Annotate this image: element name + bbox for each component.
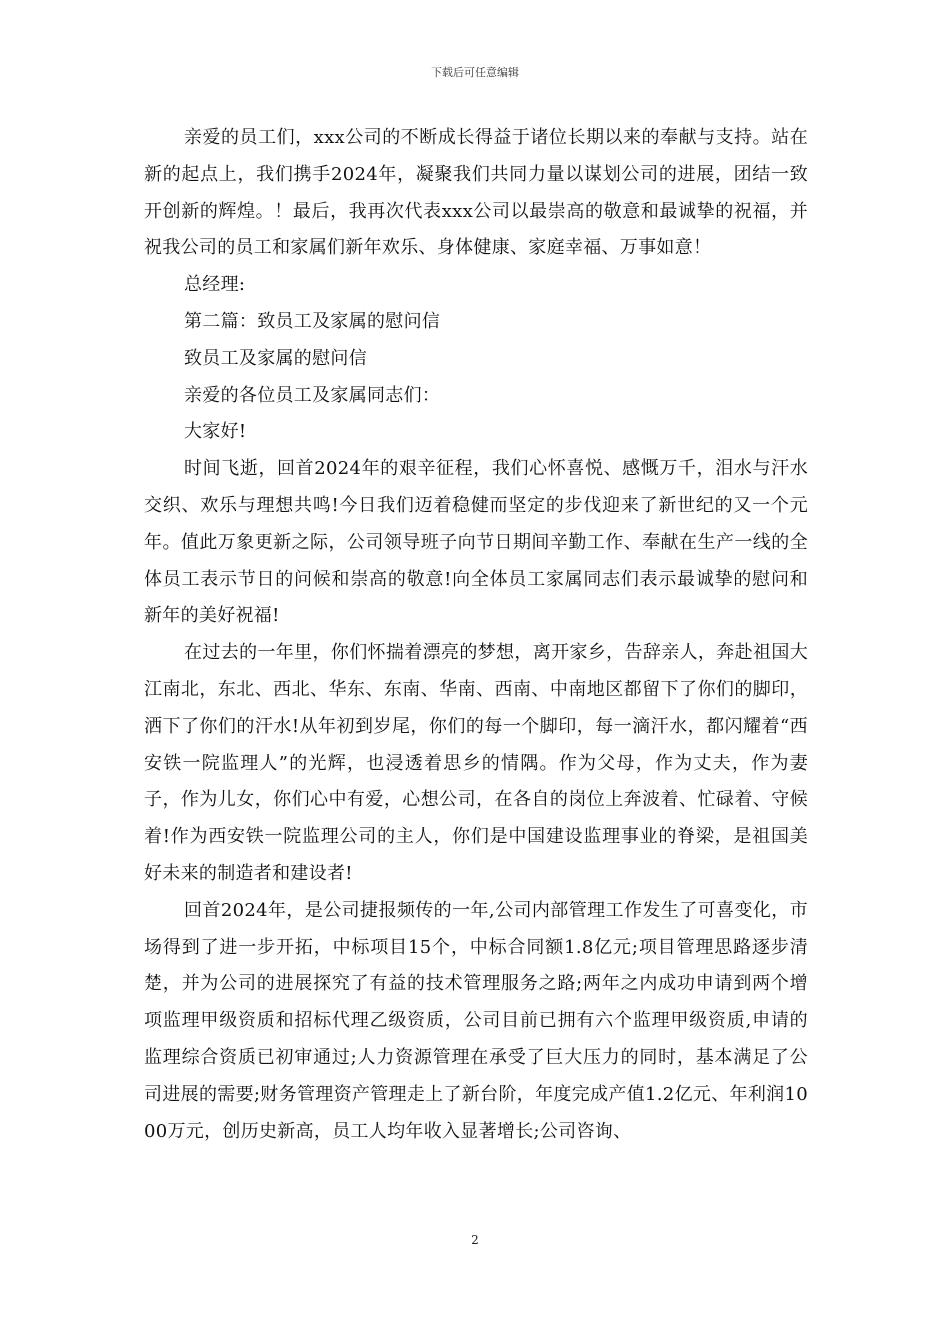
paragraph-closing-remarks: 亲爱的员工们，xxx公司的不断成长得益于诸位长期以来的奉献与支持。站在新的起点上，我们携手2024年，凝聚我们共同力量以谋划公司的进展，团结一致开创新的辉煌。！最后，我再次代表xxx公司以最崇高的敬意和最诚挚的祝福，并祝我公司的员工和家属们新年欢乐、身体健康、家庭幸福、万事如意！	[144, 127, 808, 259]
page-header: 下载后可任意编辑	[431, 66, 519, 79]
letter-greeting: 大家好!	[184, 421, 247, 443]
letter-title: 致员工及家属的慰问信	[184, 347, 367, 369]
paragraph-new-year: 时间飞逝，回首2024年的艰辛征程，我们心怀喜悦、感慨万千，泪水与汗水交织、欢乐与理想共鸣!今日我们迈着稳健而坚定的步伐迎来了新世纪的又一个元年。值此万象更新之际，公司领导班子向节日期间辛勤工作、奉献在生产一线的全体员工表示节日的问候和崇高的敬意!向全体员工家属同志们表示最诚挚的慰问和新年的美好祝福!	[144, 458, 808, 627]
paragraph-achievements: 回首2024年，是公司捷报频传的一年,公司内部管理工作发生了可喜变化，市场得到了进一步开拓，中标项目15个，中标合同额1.8亿元;项目管理思路逐步清楚，并为公司的进展探究了有益的技术管理服务之路;两年之内成功申请到两个增项监理甲级资质和招标代理乙级资质，公司目前已拥有六个监理甲级资质,申请的监理综合资质已初审通过;人力资源管理在承受了巨大压力的同时，基本满足了公司进展的需要;财务管理资产管理走上了新台阶，年度完成产值1.2亿元、年利润1000万元，创历史新高，员工人均年收入显著增长;公司咨询、	[144, 899, 808, 1142]
section-heading: 第二篇：致员工及家属的慰问信	[184, 310, 441, 332]
paragraph-past-year: 在过去的一年里，你们怀揣着漂亮的梦想，离开家乡，告辞亲人，奔赴祖国大江南北，东北、西北、华东、东南、华南、西南、中南地区都留下了你们的脚印，洒下了你们的汗水!从年初到岁尾，你们的每一个脚印，每一滴汗水，都闪耀着“西安铁一院监理人”的光辉，也浸透着思乡的情隅。作为父母，作为丈夫，作为妻子，作为儿女，你们心中有爱，心想公司，在各自的岗位上奔波着、忙碌着、守候着!作为西安铁一院监理公司的主人，你们是中国建设监理事业的脊梁，是祖国美好未来的制造者和建设者!	[144, 642, 808, 884]
page-number: 2	[471, 1233, 479, 1247]
letter-salutation: 亲爱的各位员工及家属同志们：	[184, 384, 441, 406]
paragraph-signature: 总经理:	[184, 274, 246, 296]
document-body	[144, 120, 808, 1150]
